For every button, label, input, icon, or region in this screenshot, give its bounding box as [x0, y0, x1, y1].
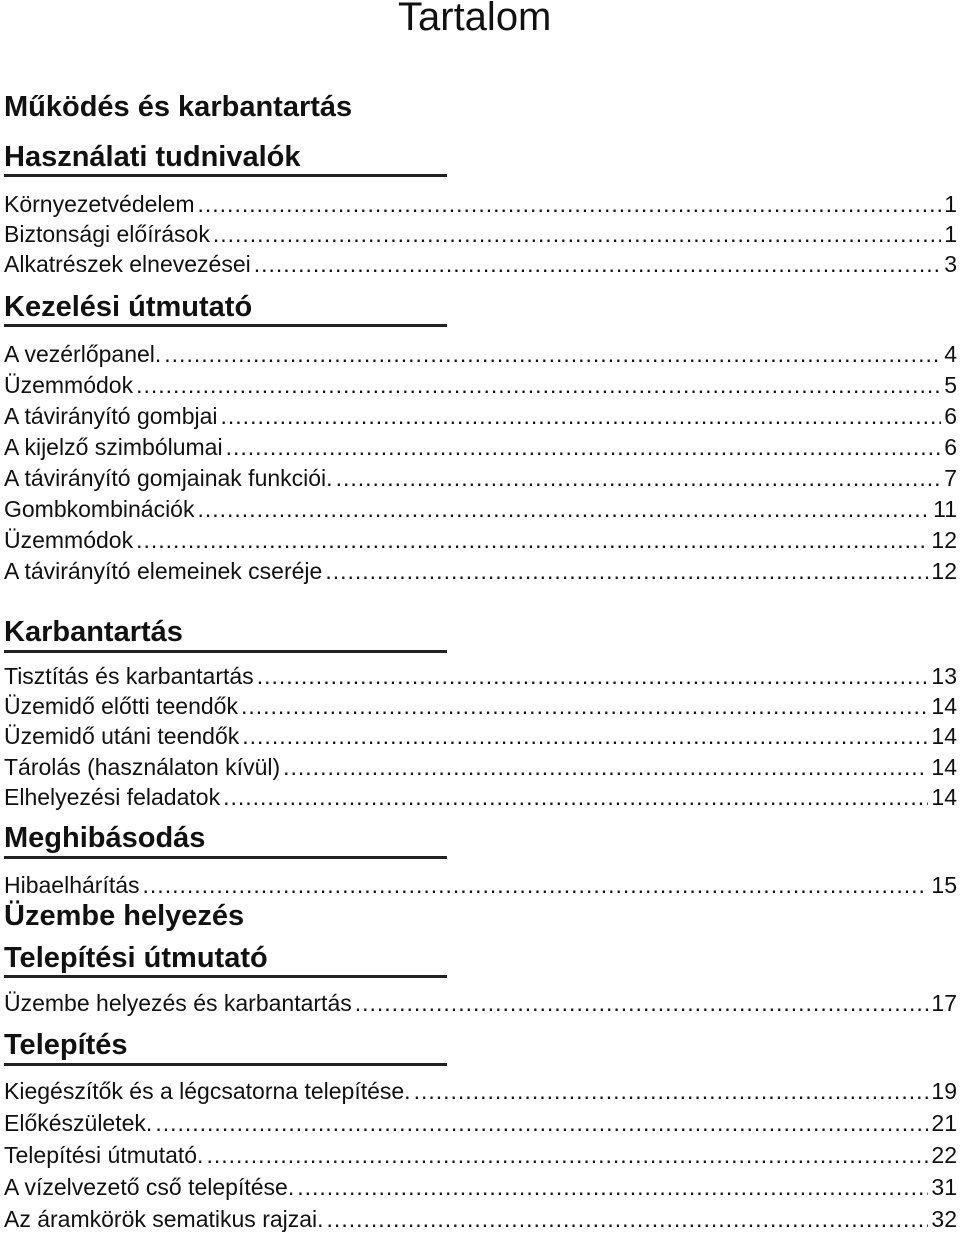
section-rule [4, 174, 447, 177]
toc-entry-label: Telepítési útmutató. [4, 1142, 204, 1168]
toc-entry-page: 31 [931, 1174, 957, 1200]
toc-entry-label: Elhelyezési feladatok [4, 784, 221, 810]
toc-entry-label: Üzemidő előtti teendők [4, 693, 238, 719]
section-heading: Használati tudnivalók [4, 141, 301, 173]
toc-entry-label: A távirányító gombjai [4, 403, 218, 429]
dot-leader [155, 1109, 928, 1137]
toc-entry[interactable] [4, 1205, 957, 1233]
dot-leader [297, 1173, 928, 1201]
dot-leader [164, 340, 941, 368]
section-rule [4, 856, 447, 859]
section-rule [4, 1063, 447, 1066]
dot-leader [197, 495, 930, 523]
toc-entry[interactable] [4, 692, 957, 720]
toc-entry-page: 19 [931, 1078, 957, 1104]
toc-entry[interactable] [4, 1077, 957, 1105]
dot-leader [242, 722, 928, 750]
dot-leader [223, 783, 928, 811]
dot-leader [221, 402, 942, 430]
section-heading: Telepítés [4, 1029, 128, 1061]
section-rule [4, 324, 447, 327]
dot-leader [136, 371, 941, 399]
toc-entry-page: 6 [944, 403, 957, 429]
page-title: Tartalom [398, 0, 552, 39]
section-heading: Telepítési útmutató [4, 942, 268, 974]
toc-entry-page: 6 [944, 434, 957, 460]
toc-entry-page: 1 [944, 221, 957, 247]
toc-entry[interactable] [4, 753, 957, 781]
toc-entry-page: 15 [931, 872, 957, 898]
dot-leader [206, 1141, 928, 1169]
section-rule [4, 650, 447, 653]
dot-leader [226, 433, 942, 461]
toc-entry-page: 11 [933, 496, 957, 522]
toc-entry[interactable] [4, 783, 957, 811]
toc-entry-label: A vízelvezető cső telepítése. [4, 1174, 295, 1200]
section-heading: Üzembe helyezés [4, 900, 245, 932]
toc-entry[interactable] [4, 190, 957, 218]
toc-entry-page: 4 [944, 341, 957, 367]
toc-entry-label: Gombkombinációk [4, 496, 195, 522]
section-heading: Működés és karbantartás [4, 91, 353, 123]
toc-entry-page: 14 [931, 693, 957, 719]
toc-entry[interactable] [4, 871, 957, 899]
toc-entry-page: 5 [944, 372, 957, 398]
toc-entry[interactable] [4, 433, 957, 461]
toc-entry-page: 7 [944, 465, 957, 491]
toc-entry-label: A vezérlőpanel. [4, 341, 162, 367]
dot-leader [136, 526, 928, 554]
toc-entry-page: 12 [931, 527, 957, 553]
dot-leader [254, 250, 941, 278]
dot-leader [355, 989, 929, 1017]
toc-entry-page: 12 [931, 558, 957, 584]
toc-entry-label: Üzemidő utáni teendők [4, 723, 240, 749]
toc-entry-page: 3 [944, 251, 957, 277]
toc-entry-label: Üzemmódok [4, 372, 134, 398]
toc-entry-label: Alkatrészek elnevezései [4, 251, 251, 277]
toc-entry-page: 21 [931, 1110, 957, 1136]
toc-entry[interactable] [4, 989, 957, 1017]
toc-entry-page: 1 [944, 191, 957, 217]
dot-leader [283, 753, 928, 781]
toc-entry-page: 14 [931, 723, 957, 749]
toc-entry-label: Hibaelhárítás [4, 872, 140, 898]
toc-entry[interactable] [4, 557, 957, 585]
toc-entry[interactable] [4, 220, 957, 248]
toc-entry-label: A kijelző szimbólumai [4, 434, 223, 460]
dot-leader [213, 220, 941, 248]
toc-entry-label: A távirányító elemeinek cseréje [4, 558, 323, 584]
toc-entry-page: 17 [931, 990, 957, 1016]
dot-leader [414, 1077, 929, 1105]
toc-entry[interactable] [4, 1109, 957, 1137]
section-heading: Karbantartás [4, 616, 183, 648]
dot-leader [327, 1205, 929, 1233]
toc-entry-label: A távirányító gomjainak funkciói. [4, 465, 333, 491]
toc-entry-label: Biztonsági előírások [4, 221, 210, 247]
toc-entry-label: Kiegészítők és a légcsatorna telepítése. [4, 1078, 411, 1104]
section-heading: Kezelési útmutató [4, 291, 253, 323]
toc-entry-label: Az áramkörök sematikus rajzai. [4, 1206, 324, 1232]
dot-leader [257, 662, 929, 690]
section-rule [4, 975, 447, 978]
toc-entry-label: Környezetvédelem [4, 191, 195, 217]
toc-entry-page: 14 [931, 784, 957, 810]
dot-leader [325, 557, 928, 585]
toc-entry[interactable] [4, 250, 957, 278]
toc-entry[interactable] [4, 464, 957, 492]
dot-leader [198, 190, 942, 218]
section-heading: Meghibásodás [4, 822, 206, 854]
toc-entry[interactable] [4, 1141, 957, 1169]
toc-entry[interactable] [4, 340, 957, 368]
toc-entry[interactable] [4, 1173, 957, 1201]
dot-leader [241, 692, 928, 720]
toc-entry-label: Üzembe helyezés és karbantartás [4, 990, 352, 1016]
dot-leader [143, 871, 929, 899]
toc-entry-page: 32 [931, 1206, 957, 1232]
toc-entry[interactable] [4, 662, 957, 690]
toc-entry[interactable] [4, 495, 957, 523]
toc-entry[interactable] [4, 402, 957, 430]
toc-entry-label: Tisztítás és karbantartás [4, 663, 254, 689]
toc-entry[interactable] [4, 371, 957, 399]
dot-leader [336, 464, 942, 492]
toc-entry-page: 13 [931, 663, 957, 689]
toc-entry[interactable] [4, 526, 957, 554]
toc-entry-page: 14 [931, 754, 957, 780]
toc-entry-page: 22 [931, 1142, 957, 1168]
toc-entry-label: Előkészületek. [4, 1110, 153, 1136]
toc-entry[interactable] [4, 722, 957, 750]
toc-entry-label: Üzemmódok [4, 527, 134, 553]
toc-entry-label: Tárolás (használaton kívül) [4, 754, 281, 780]
